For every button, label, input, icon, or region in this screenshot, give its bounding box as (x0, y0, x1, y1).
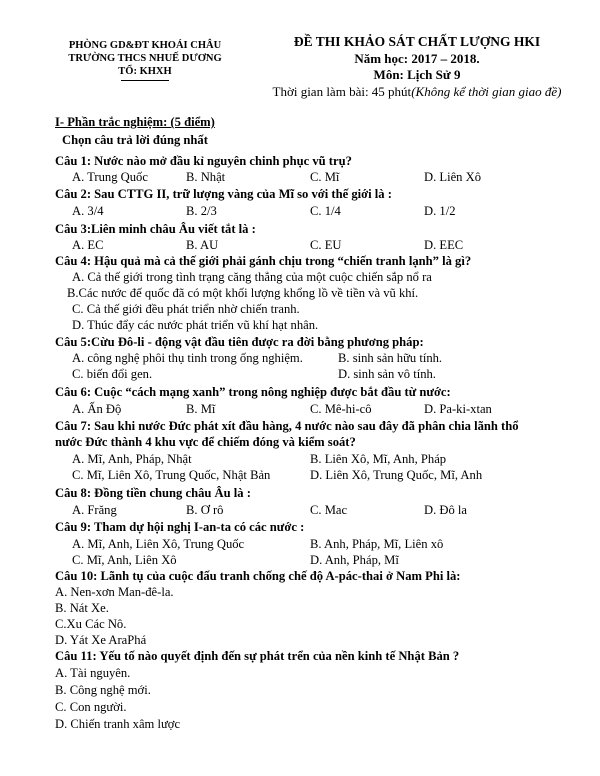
q10-option-d: D. Yát Xe AraPhá (55, 633, 147, 647)
q11-option-c: C. Con người. (55, 700, 127, 714)
question-8: Câu 8: Đồng tiền chung châu Âu là : (55, 486, 251, 500)
q5-option-b: B. sinh sản hữu tính. (338, 351, 443, 365)
q1-option-d: D. Liên Xô (424, 170, 482, 184)
q11-option-b: B. Công nghệ mới. (55, 683, 151, 697)
q10-option-b: B. Nát Xe. (55, 601, 109, 615)
header-left (40, 39, 250, 81)
q6-option-a: A. Ấn Độ (72, 402, 122, 416)
question-9: Câu 9: Tham dự hội nghị I-an-ta có các nước : (55, 520, 305, 534)
q11-option-d: D. Chiến tranh xâm lược (55, 717, 181, 731)
q5-option-c: C. biến đổi gen. (72, 367, 153, 381)
question-7-line-2: nước Đức thành 4 khu vực để chiếm đóng và kiểm soát? (55, 435, 356, 449)
q6-option-d: D. Pa-ki-xtan (424, 402, 492, 416)
subject: Môn: Lịch Sử 9 (373, 67, 461, 82)
q7-option-a: A. Mĩ, Anh, Pháp, Nhật (72, 452, 192, 466)
q9-option-d: D. Anh, Pháp, Mĩ (310, 553, 399, 567)
q7-option-c: C. Mĩ, Liên Xô, Trung Quốc, Nhật Bản (72, 468, 271, 482)
q2-option-a: A. 3/4 (72, 204, 104, 218)
q8-option-d: D. Đô la (424, 503, 468, 517)
question-11: Câu 11: Yếu tố nào quyết định đến sự phát trển của nền kinh tế Nhật Bản ? (55, 649, 460, 663)
q9-option-c: C. Mĩ, Anh, Liên Xô (72, 553, 177, 567)
q3-option-a: A. EC (72, 238, 104, 252)
question-7-line-1: Câu 7: Sau khi nước Đức phát xít đầu hàng, 4 nước nào sau đây đã phân chia lãnh thổ (55, 419, 519, 433)
q4-option-b: B.Các nước đế quốc đã có một khối lượng khổng lồ về tiền và vũ khí. (67, 286, 419, 300)
q3-option-b: B. AU (186, 238, 219, 252)
q8-option-a: A. Frăng (72, 503, 117, 517)
question-3: Câu 3:Liên minh châu Âu viết tắt là : (55, 222, 256, 236)
q5-option-a: A. công nghệ phôi thụ tinh trong ống nghiệm. (72, 351, 303, 365)
q5-option-d: D. sinh sản vô tính. (338, 367, 436, 381)
time-limit-note: (Không kể thời gian giao đề) (411, 83, 562, 99)
question-10: Câu 10: Lãnh tụ của cuộc đấu tranh chống chế độ A-pác-thai ở Nam Phi là: (55, 569, 461, 583)
time-limit-text: Thời gian làm bài: 45 phút (272, 83, 412, 99)
instruction: Chọn câu trả lời đúng nhất (62, 133, 208, 147)
school-year: Năm học: 2017 – 2018. (354, 50, 480, 66)
header-divider (121, 80, 169, 81)
q1-option-c: C. Mĩ (310, 170, 340, 184)
time-limit (252, 84, 582, 101)
question-4: Câu 4: Hậu quả mà cả thế giới phải gánh chịu trong “chiến tranh lạnh” là gì? (55, 254, 472, 268)
section-title: I- Phần trắc nghiệm: (5 điểm) (55, 115, 215, 129)
q2-option-c: C. 1/4 (310, 204, 341, 218)
q1-option-b: B. Nhật (186, 170, 226, 184)
q3-option-d: D. EEC (424, 238, 464, 252)
q1-option-a: A. Trung Quốc (72, 170, 148, 184)
q6-option-b: B. Mĩ (186, 402, 216, 416)
q10-option-c: C.Xu Các Nô. (55, 617, 127, 631)
question-6: Câu 6: Cuộc “cách mạng xanh” trong nông nghiệp được bắt đầu từ nước: (55, 385, 451, 399)
question-2: Câu 2: Sau CTTG II, trữ lượng vàng của Mĩ so với thế giới là : (55, 187, 392, 201)
q3-option-c: C. EU (310, 238, 342, 252)
q8-option-b: B. Ơ rô (186, 503, 224, 517)
department-name: PHÒNG GD&ĐT KHOÁI CHÂU (68, 40, 222, 51)
header-right (252, 34, 582, 100)
q9-option-a: A. Mĩ, Anh, Liên Xô, Trung Quốc (72, 537, 245, 551)
question-1: Câu 1: Nước nào mở đầu kỉ nguyên chinh phục vũ trụ? (55, 154, 352, 168)
q4-option-a: A. Cả thế giới trong tình trạng căng thẳng của một cuộc chiến sắp nổ ra (72, 270, 432, 284)
q4-option-d: D. Thúc đẩy các nước phát triển vũ khí hạt nhân. (72, 318, 319, 332)
q8-option-c: C. Mac (310, 503, 348, 517)
q11-option-a: A. Tài nguyên. (55, 666, 131, 680)
q9-option-b: B. Anh, Pháp, Mĩ, Liên xô (310, 537, 444, 551)
q6-option-c: C. Mê-hi-cô (310, 402, 372, 416)
q10-option-a: A. Nen-xơn Man-đê-la. (55, 585, 174, 599)
q2-option-b: B. 2/3 (186, 204, 217, 218)
question-5: Câu 5:Cừu Đô-li - động vật đầu tiên được ra đời bằng phương pháp: (55, 335, 424, 349)
group-name: TỔ: KHXH (118, 66, 172, 77)
q7-option-d: D. Liên Xô, Trung Quốc, Mĩ, Anh (310, 468, 483, 482)
exam-title: ĐỀ THI KHẢO SÁT CHẤT LƯỢNG HKI (293, 34, 541, 49)
school-name: TRƯỜNG THCS NHUẾ DƯƠNG (68, 53, 222, 64)
q4-option-c: C. Cả thế giới đều phát triển nhờ chiến tranh. (72, 302, 300, 316)
q7-option-b: B. Liên Xô, Mĩ, Anh, Pháp (310, 452, 447, 466)
q2-option-d: D. 1/2 (424, 204, 456, 218)
